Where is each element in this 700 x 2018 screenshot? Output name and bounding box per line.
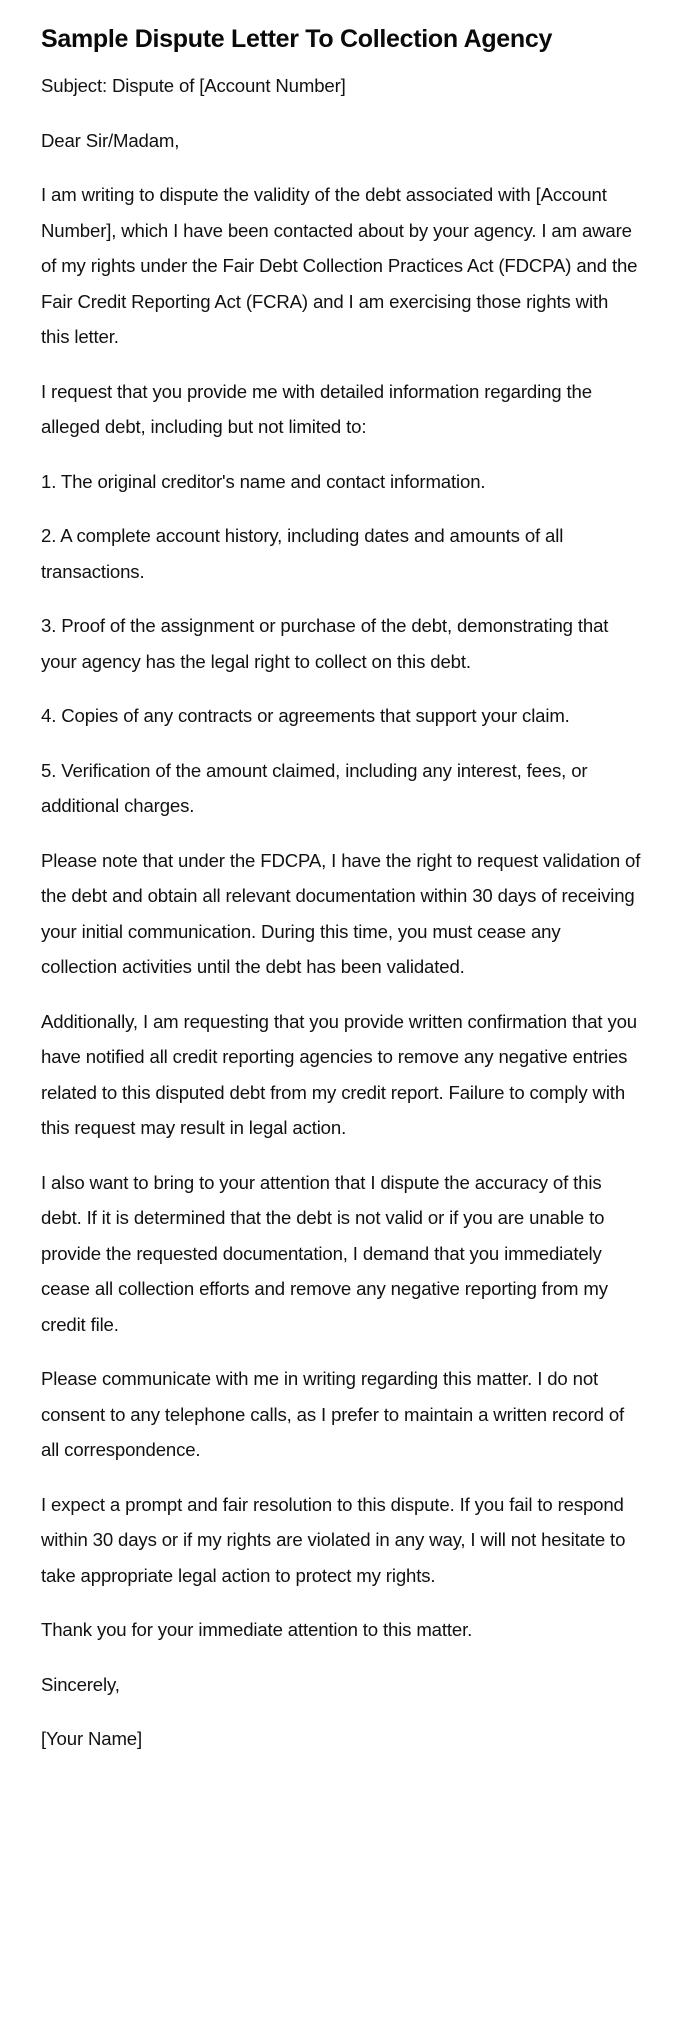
letter-signature: [Your Name]	[41, 1728, 143, 1749]
dispute-letter	[41, 22, 641, 1776]
request-list	[41, 464, 641, 824]
request-item: 1. The original creditor's name and contact information.	[41, 470, 486, 492]
request-item: 3. Proof of the assignment or purchase of the debt, demonstrating that your agency has the legal right to collect on this debt.	[41, 615, 609, 672]
letter-subject: Subject: Dispute of [Account Number]	[41, 75, 346, 96]
letter-closing: Sincerely,	[41, 1673, 120, 1695]
accuracy-dispute-paragraph: I also want to bring to your attention that I dispute the accuracy of this debt. If it is determined that the debt is not valid or if you are unable to provide the requested documentation, I demand that you immediately cease all collection efforts and remove any negative reporting from my credit file.	[41, 1171, 608, 1335]
credit-reporting-paragraph: Additionally, I am requesting that you provide written confirmation that you have notified all credit reporting agencies to remove any negative entries related to this disputed debt from my credit report. Failure to comply with this request may result in legal action.	[41, 1010, 637, 1138]
request-item: 5. Verification of the amount claimed, including any interest, fees, or additional charges.	[41, 759, 588, 816]
intro-paragraph: I am writing to dispute the validity of the debt associated with [Account Number], which I have been contacted about by your agency. I am aware of my rights under the Fair Debt Collection Practices Act (FDCPA) and the Fair Credit Reporting Act (FCRA) and I am exercising those rights with this letter.	[41, 184, 638, 347]
fdcpa-paragraph: Please note that under the FDCPA, I have the right to request validation of the debt and obtain all relevant documentation within 30 days of receiving your initial communication. During this time, you must cease any collection activities until the debt has been validated.	[41, 849, 641, 977]
request-item: 4. Copies of any contracts or agreements that support your claim.	[41, 705, 570, 726]
letter-title: Sample Dispute Letter To Collection Agency	[41, 25, 553, 53]
letter-salutation: Dear Sir/Madam,	[41, 129, 180, 151]
request-item: 2. A complete account history, including dates and amounts of all transactions.	[41, 525, 564, 582]
thank-you-paragraph: Thank you for your immediate attention to this matter.	[41, 1619, 473, 1640]
request-paragraph: I request that you provide me with detailed information regarding the alleged debt, including but not limited to:	[41, 380, 592, 437]
communication-paragraph: Please communicate with me in writing regarding this matter. I do not consent to any telephone calls, as I prefer to maintain a written record of all correspondence.	[41, 1368, 625, 1460]
resolution-paragraph: I expect a prompt and fair resolution to this dispute. If you fail to respond within 30 days or if my rights are violated in any way, I will not hesitate to take appropriate legal action to protect my rights.	[41, 1493, 626, 1586]
